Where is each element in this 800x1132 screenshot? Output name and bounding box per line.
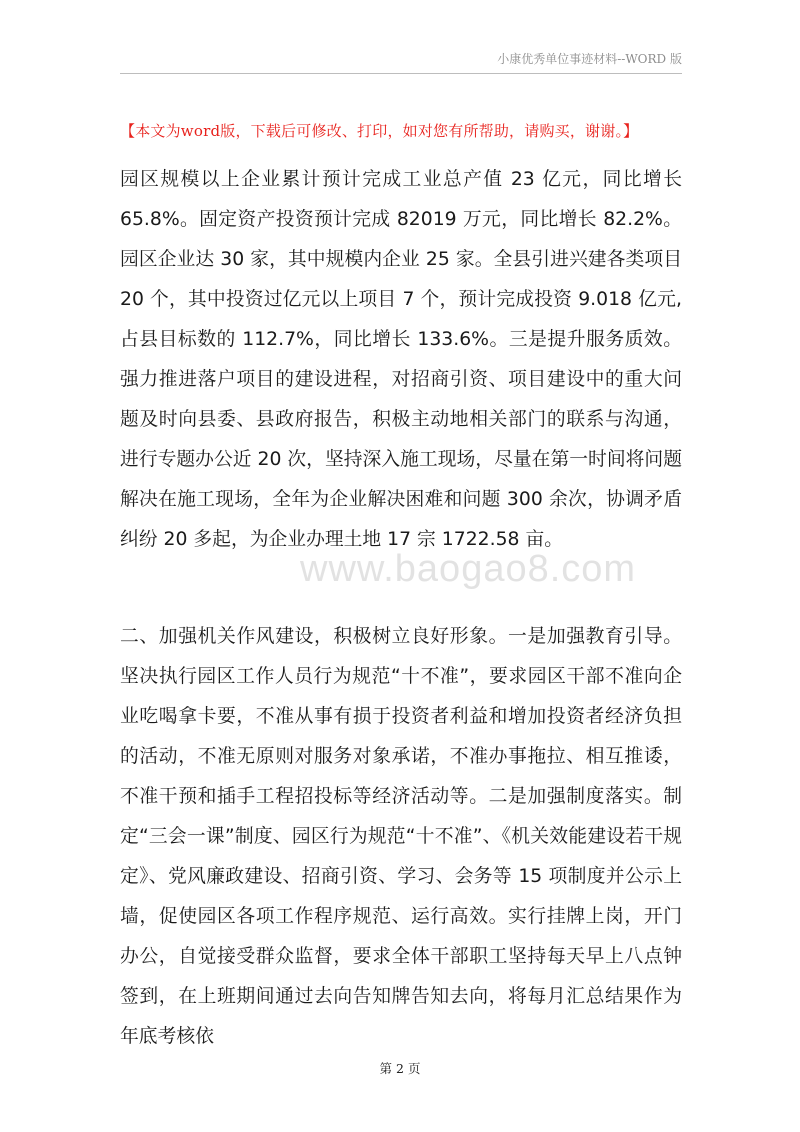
page-number: 第 2 页	[379, 1061, 421, 1076]
page-header: 小康优秀单位事迹材料--WORD 版	[120, 50, 682, 74]
watermark: www.baogao8.com	[300, 548, 637, 590]
body-paragraph-2: 二、加强机关作风建设，积极树立良好形象。一是加强教育引导。坚决执行园区工作人员行为规范“十不准”，要求园区干部不准向企业吃喝拿卡要，不准从事有损于投资者利益和增加投资者经济负担的活动，不准无原则对服务对象承诺，不准办事拖拉、相互推诿，不准干预和插手工程招投标等经济活动等。二是加强制度落实。制定“三会一课”制度、园区行为规范“十不准”、《机关效能建设若干规定》、党风廉政建设、招商引资、学习、会务等 15 项制度并公示上墙，促使园区各项工作程序规范、运行高效。实行挂牌上岗，开门办公，自觉接受群众监督，要求全体干部职工坚持每天早上八点钟签到，在上班期间通过去向告知牌告知去向，将每月汇总结果作为年底考核依	[120, 626, 682, 1047]
body-paragraph-1: 园区规模以上企业累计预计完成工业总产值 23 亿元，同比增长 65.8%。固定资产投资预计完成 82019 万元，同比增长 82.2%。园区企业达 30 家，其中规模内企业 25 家。全县引进兴建各类项目 20 个，其中投资过亿元以上项目 7 个，预计完成投资 9.018 亿元,占县目标数的 112.7%，同比增长 133.6%。三是提升服务质效。强力推进落户项目的建设进程，对招商引资、项目建设中的重大问题及时向县委、县政府报告，积极主动地相关部门的联系与沟通，进行专题办公近 20 次，坚持深入施工现场，尽量在第一时间将问题解决在施工现场，全年为企业解决困难和问题 300 余次，协调矛盾纠纷 20 多起，为企业办理土地 17 宗 1722.58 亩。	[120, 169, 682, 550]
download-notice: 【本文为word版，下载后可修改、打印，如对您有所帮助，请购买，谢谢。】	[120, 122, 639, 140]
